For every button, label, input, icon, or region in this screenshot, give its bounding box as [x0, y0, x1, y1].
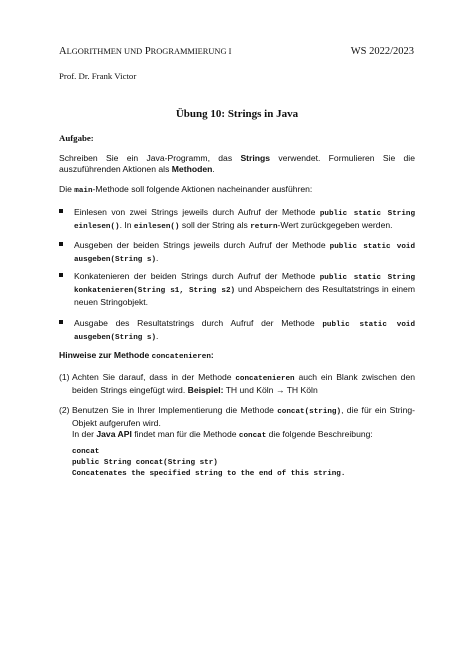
list-item: Ausgabe des Resultatstrings durch Aufruf der Methode public static void ausgeben(String s). [59, 318, 415, 344]
list-item: Einlesen von zwei Strings jeweils durch Aufruf der Methode public static String einlesen(). In einlesen() soll der String als return-Wert zurückgegeben werden. [59, 207, 415, 233]
aufgabe-heading: Aufgabe: [59, 133, 94, 143]
code-line: concat [72, 448, 100, 456]
main-method-intro: Die main-Methode soll folgende Aktionen nacheinander ausführen: [59, 184, 313, 195]
bullet-icon [59, 273, 63, 277]
page-title: Übung 10: Strings in Java [175, 108, 299, 120]
arrow-icon: → [275, 384, 285, 395]
list-item: Ausgeben der beiden Strings jeweils durch Aufruf der Methode public static void ausgeben(String s). [59, 240, 415, 266]
bullet-icon [59, 320, 63, 324]
author: Prof. Dr. Frank Victor [59, 71, 137, 81]
hint-item-1: (1) Achten Sie darauf, dass in der Methode concatenieren auch ein Blank zwischen den beiden Strings eingefügt wird. Beispiel: TH und Köln → TH Köln [59, 372, 416, 395]
bullet-icon [59, 242, 63, 246]
course-header [59, 45, 414, 59]
hint-item-2: (2) Benutzen Sie in Ihrer Implementierung die Methode concat(string), die für ein String-Objekt aufgerufen wird. In der Java API findet man für die Methode concat die folgende Beschreibung: [59, 405, 415, 441]
bullet-icon [59, 209, 63, 213]
api-code-block [72, 447, 345, 480]
list-item: Konkatenieren der beiden Strings durch Aufruf der Methode public static String konkatenieren(String s1, String s2) und Abspeichern des Resultatstrings in einem neuen Stringobjekt. [59, 271, 415, 308]
hinweise-heading: Hinweise zur Methode concatenieren: [59, 350, 214, 361]
course-title: ALGORITHMEN UND PROGRAMMIERUNG I [59, 46, 232, 57]
code-line: Concatenates the specified string to the end of this string. [72, 470, 346, 478]
semester: WS 2022/2023 [350, 46, 414, 57]
code-line: public String concat(String str) [72, 459, 218, 467]
aufgabe-intro: Schreiben Sie ein Java-Programm, das Strings verwendet. Formulieren Sie die auszuführenden Aktionen als Methoden. [59, 153, 415, 175]
